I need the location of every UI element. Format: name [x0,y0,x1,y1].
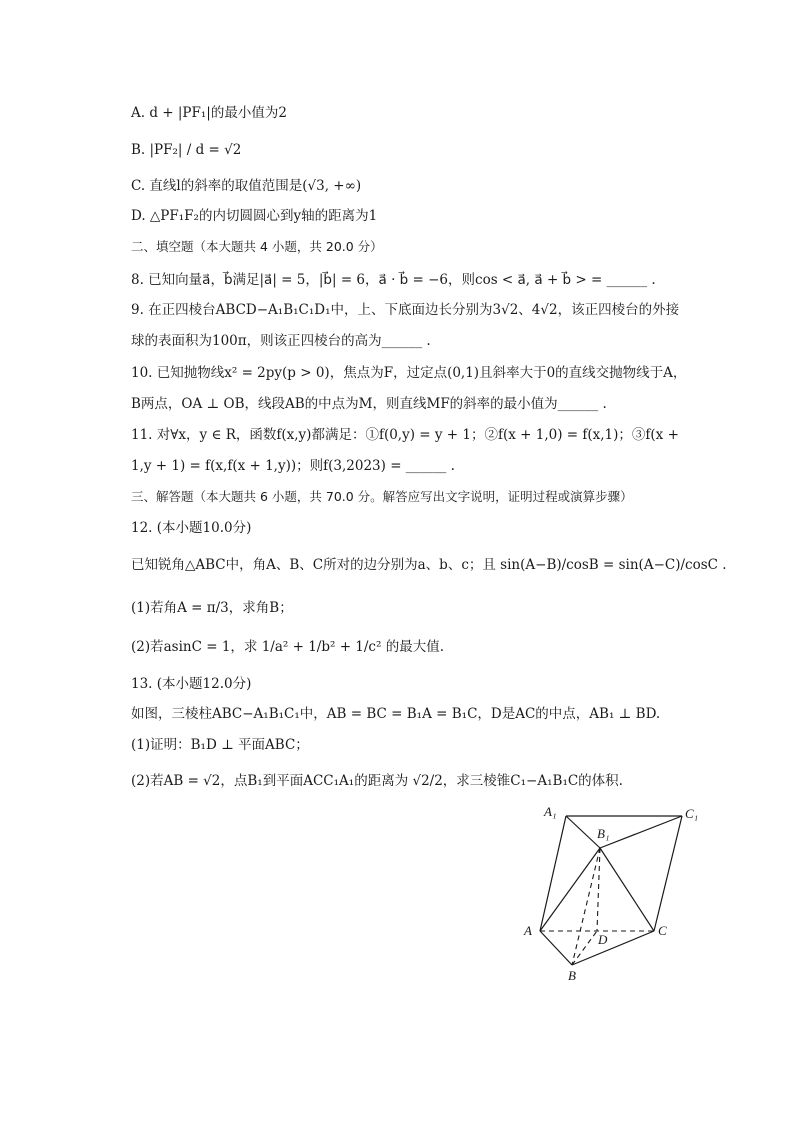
question-11-line1: 11. 对∀x，y ∈ R，函数f(x,y)都满足：①f(0,y) = y + 1；②f(x + 1,0) = f(x,1)；③f(x + [131,427,679,443]
label-a: A [524,923,532,938]
question-12-part1: (1)若角A = π/3，求角B； [131,600,293,616]
edge-b1b-hidden [572,848,600,965]
question-12-part2: (2)若asinC = 1，求 1/a² + 1/b² + 1/c² 的最大值. [131,639,444,655]
prism-diagram [510,798,710,988]
question-9-line1: 9. 在正四棱台ABCD−A₁B₁C₁D₁中，上、下底面边长分别为3√2、4√2，该正四棱台的外接 [131,302,680,318]
option-b: B. |PF₂| / d = √2 [131,142,242,158]
label-b1: B₁ [597,826,610,841]
label-c: C [658,923,667,938]
question-8: 8. 已知向量a⃗，b⃗满足|a⃗| = 5，|b⃗| = 6，a⃗ · b⃗ = −6，则cos < a⃗, a⃗ + b⃗ > = ______ . [131,272,656,288]
question-12-header: 12. (本小题10.0分) [131,520,252,536]
label-b: B [568,968,576,983]
label-a1: A₁ [544,804,557,819]
section-answer-title: 三、解答题（本大题共 6 小题，共 70.0 分。解答应写出文字说明，证明过程或演算步骤） [131,489,633,504]
edge-a1b1 [566,816,600,848]
question-10-line2: B两点，OA ⊥ OB，线段AB的中点为M，则直线MF的斜率的最小值为______ . [131,396,607,412]
label-d: D [598,932,608,947]
question-12-stem: 已知锐角△ABC中，角A、B、C所对的边分别为a、b、c；且 sin(A−B)/cosB = sin(A−C)/cosC . [131,557,727,573]
question-13-stem: 如图，三棱柱ABC−A₁B₁C₁中，AB = BC = B₁A = B₁C，D是AC的中点，AB₁ ⊥ BD. [131,706,661,722]
option-c: C. 直线l的斜率的取值范围是(√3, +∞) [131,178,362,194]
label-c1: C₁ [685,806,699,821]
prism-figure [510,798,710,988]
option-a: A. d + |PF₁|的最小值为2 [131,105,287,121]
edge-b1c [600,848,654,931]
question-13-part2: (2)若AB = √2，点B₁到平面ACC₁A₁的距离为 √2/2，求三棱锥C₁−A₁B₁C的体积. [131,773,623,789]
edge-ab [540,931,572,965]
question-10-line1: 10. 已知抛物线x² = 2py(p > 0)，焦点为F，过定点(0,1)且斜率大于0的直线交抛物线于A， [131,365,687,381]
question-9-line2: 球的表面积为100π，则该正四棱台的高为______ . [131,333,431,349]
question-13-header: 13. (本小题12.0分) [131,676,252,692]
section-fill-in-title: 二、填空题（本大题共 4 小题，共 20.0 分） [131,239,383,254]
question-13-part1: (1)证明：B₁D ⊥ 平面ABC； [131,737,309,753]
question-11-line2: 1,y + 1) = f(x,f(x + 1,y))；则f(3,2023) = ______ . [131,458,455,474]
option-d: D. △PF₁F₂的内切圆圆心到y轴的距离为1 [131,208,378,224]
edge-c1c [654,816,682,931]
edge-b1c1 [600,816,682,848]
